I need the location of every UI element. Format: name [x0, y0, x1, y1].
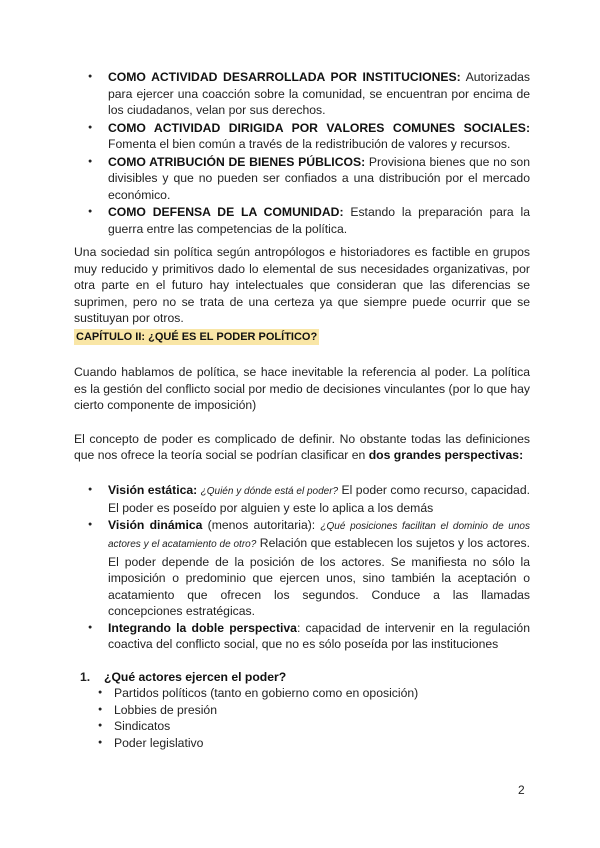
chapter-heading: CAPÍTULO II: ¿QUÉ ES EL PODER POLÍTICO? [74, 329, 319, 346]
list-item: ● COMO DEFENSA DE LA COMUNIDAD: Estando la preparación para la guerra entre las competencias de la política. [74, 204, 530, 237]
list-item: ● COMO ACTIVIDAD DESARROLLADA POR INSTITUCIONES: Autorizadas para ejercer una coacción sobre la comunidad, se encuentran por encima de los ciudadanos, velan por sus derechos. [74, 69, 530, 119]
list-item: ● Lobbies de presión [74, 702, 530, 719]
list-item: ● COMO ATRIBUCIÓN DE BIENES PÚBLICOS: Provisiona bienes que no son divisibles y que no pueden ser confiados a una distribución por el mercado económico. [74, 154, 530, 204]
numbered-item [74, 669, 530, 752]
item-number: 1. [80, 669, 91, 684]
top-bullet-list [74, 69, 530, 237]
paragraph-concepto: El concepto de poder es complicado de definir. No obstante todas las definiciones que nos ofrece la teoría social se podrían clasificar en dos grandes perspectivas: [74, 431, 530, 462]
list-item: ● Visión estática: ¿Quién y dónde está el poder? El poder como recurso, capacidad. El poder es poseído por alguien y este lo aplica a los demás [74, 482, 530, 517]
actors-list [74, 685, 530, 751]
list-item: ● Sindicatos [74, 718, 530, 735]
numbered-item-title: ¿Qué actores ejercen el poder? [104, 669, 287, 684]
list-item: ● Integrando la doble perspectiva: capacidad de intervenir en la regulación coactiva del conflicto social, que no es sólo poseída por las instituciones [74, 620, 530, 653]
page-content [74, 69, 530, 751]
paragraph-sociedad: Una sociedad sin política según antropólogos e historiadores es factible en grupos muy reducido y primitivos dado lo elemental de sus necesidades organizativas, por otra parte en el futuro hay intelectuales que consideran que las diferencias se suprimen, pero no se trata de una certeza ya que siempre puede ocurrir que se sustituyan por otros. [74, 245, 530, 325]
list-item: ● Partidos políticos (tanto en gobierno como en oposición) [74, 685, 530, 702]
page-number: 2 [518, 783, 525, 797]
list-item: ● Poder legislativo [74, 735, 530, 752]
chapter-heading-wrap [74, 328, 530, 346]
list-item: ● COMO ACTIVIDAD DIRIGIDA POR VALORES COMUNES SOCIALES: Fomenta el bien común a través de la redistribución de valores y recursos. [74, 120, 530, 153]
numbered-list [74, 669, 530, 752]
perspectives-list [74, 482, 530, 653]
list-item: ● Visión dinámica (menos autoritaria): ¿Qué posiciones facilitan el dominio de unos actores y el acatamiento de otro? Relación que establecen los sujetos y los actores. El poder depende de la posición de los actores. Se manifiesta no sólo la imposición o predominio que ejercen unos, sino también la aceptación o acatamiento que ofrecen los segundos. Conduce a las llamadas concepciones estratégicas. [74, 517, 530, 620]
paragraph-poder: Cuando hablamos de política, se hace inevitable la referencia al poder. La política es la gestión del conflicto social por medio de decisiones vinculantes (por lo que hay cierto componente de imposición) [74, 365, 530, 412]
